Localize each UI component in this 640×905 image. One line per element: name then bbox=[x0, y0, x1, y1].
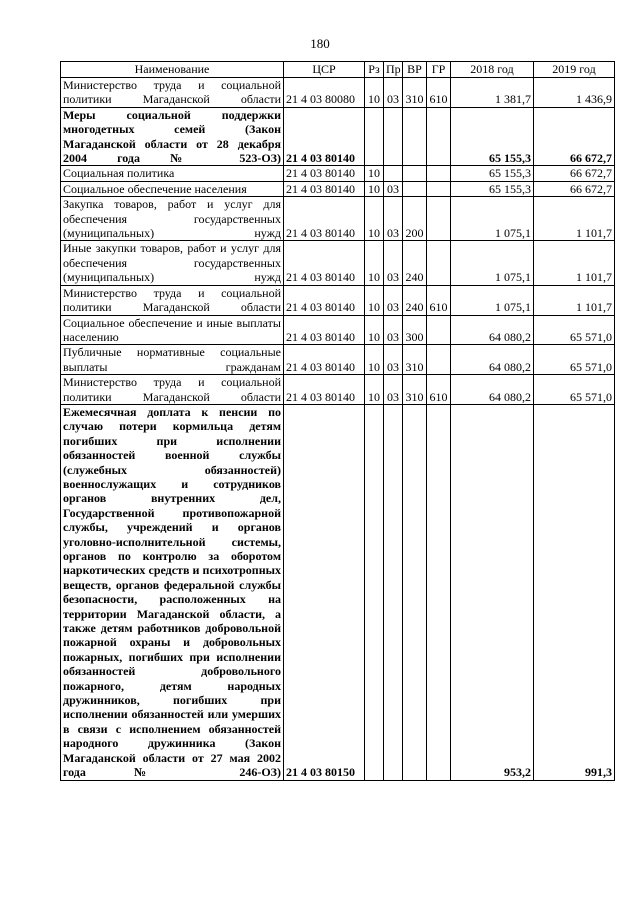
row-csr: 21 4 03 80140 bbox=[284, 166, 365, 181]
table-row bbox=[61, 345, 615, 375]
row-pr bbox=[384, 166, 403, 181]
row-value-2019: 65 571,0 bbox=[534, 315, 615, 345]
row-value-2019: 1 101,7 bbox=[534, 197, 615, 241]
budget-table bbox=[60, 61, 615, 781]
row-rz bbox=[365, 404, 384, 780]
row-value-2019: 66 672,7 bbox=[534, 166, 615, 181]
row-gr bbox=[427, 107, 451, 166]
table-row bbox=[61, 166, 615, 181]
row-vr: 200 bbox=[403, 197, 427, 241]
row-value-2018: 64 080,2 bbox=[451, 345, 534, 375]
row-rz: 10 bbox=[365, 197, 384, 241]
row-value-2018: 64 080,2 bbox=[451, 375, 534, 405]
table-header-row bbox=[61, 62, 615, 78]
row-pr: 03 bbox=[384, 181, 403, 196]
row-gr bbox=[427, 345, 451, 375]
row-vr: 310 bbox=[403, 345, 427, 375]
row-csr: 21 4 03 80080 bbox=[284, 78, 365, 108]
row-vr: 310 bbox=[403, 375, 427, 405]
row-name: Меры социальной поддержки многодетных семей (Закон Магаданской области от 28 декабря 2004 года № 523-ОЗ) bbox=[61, 107, 284, 166]
row-name: Социальное обеспечение населения bbox=[61, 181, 284, 196]
row-name: Министерство труда и социальной политики Магаданской области bbox=[61, 285, 284, 315]
row-gr bbox=[427, 166, 451, 181]
row-rz: 10 bbox=[365, 315, 384, 345]
row-csr: 21 4 03 80140 bbox=[284, 285, 365, 315]
header-rz: Рз bbox=[365, 62, 384, 78]
header-name: Наименование bbox=[61, 62, 284, 78]
row-vr: 240 bbox=[403, 241, 427, 285]
row-name: Социальное обеспечение и иные выплаты населению bbox=[61, 315, 284, 345]
header-gr: ГР bbox=[427, 62, 451, 78]
table-row bbox=[61, 107, 615, 166]
row-rz: 10 bbox=[365, 345, 384, 375]
row-csr: 21 4 03 80140 bbox=[284, 181, 365, 196]
row-rz bbox=[365, 107, 384, 166]
row-gr bbox=[427, 241, 451, 285]
table-row bbox=[61, 241, 615, 285]
row-name: Министерство труда и социальной политики Магаданской области bbox=[61, 78, 284, 108]
row-vr: 300 bbox=[403, 315, 427, 345]
header-vr: ВР bbox=[403, 62, 427, 78]
row-value-2018: 1 075,1 bbox=[451, 241, 534, 285]
row-pr: 03 bbox=[384, 375, 403, 405]
row-gr bbox=[427, 315, 451, 345]
row-rz: 10 bbox=[365, 375, 384, 405]
header-pr: Пр bbox=[384, 62, 403, 78]
row-value-2018: 1 075,1 bbox=[451, 197, 534, 241]
table-row bbox=[61, 197, 615, 241]
row-vr bbox=[403, 166, 427, 181]
row-value-2019: 66 672,7 bbox=[534, 181, 615, 196]
row-csr: 21 4 03 80150 bbox=[284, 404, 365, 780]
row-rz: 10 bbox=[365, 78, 384, 108]
header-csr: ЦСР bbox=[284, 62, 365, 78]
row-gr: 610 bbox=[427, 375, 451, 405]
table-row bbox=[61, 404, 615, 780]
row-csr: 21 4 03 80140 bbox=[284, 375, 365, 405]
row-value-2019: 991,3 bbox=[534, 404, 615, 780]
row-value-2019: 65 571,0 bbox=[534, 345, 615, 375]
row-value-2019: 65 571,0 bbox=[534, 375, 615, 405]
row-gr: 610 bbox=[427, 285, 451, 315]
row-pr bbox=[384, 404, 403, 780]
row-name: Министерство труда и социальной политики Магаданской области bbox=[61, 375, 284, 405]
page-number: 180 bbox=[310, 36, 330, 51]
row-csr: 21 4 03 80140 bbox=[284, 315, 365, 345]
row-csr: 21 4 03 80140 bbox=[284, 345, 365, 375]
row-name: Социальная политика bbox=[61, 166, 284, 181]
row-value-2019: 1 101,7 bbox=[534, 241, 615, 285]
header-2018: 2018 год bbox=[451, 62, 534, 78]
table-row bbox=[61, 181, 615, 196]
table-row bbox=[61, 285, 615, 315]
row-vr: 310 bbox=[403, 78, 427, 108]
row-pr: 03 bbox=[384, 78, 403, 108]
row-rz: 10 bbox=[365, 181, 384, 196]
row-name: Закупка товаров, работ и услуг для обеспечения государственных (муниципальных) нужд bbox=[61, 197, 284, 241]
table-row bbox=[61, 375, 615, 405]
row-name: Иные закупки товаров, работ и услуг для обеспечения государственных (муниципальных) нужд bbox=[61, 241, 284, 285]
row-csr: 21 4 03 80140 bbox=[284, 197, 365, 241]
row-value-2018: 64 080,2 bbox=[451, 315, 534, 345]
table-row bbox=[61, 315, 615, 345]
row-rz: 10 bbox=[365, 285, 384, 315]
row-value-2019: 1 101,7 bbox=[534, 285, 615, 315]
row-vr bbox=[403, 107, 427, 166]
table-row bbox=[61, 78, 615, 108]
row-value-2019: 1 436,9 bbox=[534, 78, 615, 108]
row-pr: 03 bbox=[384, 241, 403, 285]
row-pr: 03 bbox=[384, 345, 403, 375]
row-value-2018: 1 381,7 bbox=[451, 78, 534, 108]
row-value-2018: 1 075,1 bbox=[451, 285, 534, 315]
row-pr: 03 bbox=[384, 285, 403, 315]
row-rz: 10 bbox=[365, 166, 384, 181]
row-pr bbox=[384, 107, 403, 166]
row-gr: 610 bbox=[427, 78, 451, 108]
row-gr bbox=[427, 404, 451, 780]
row-gr bbox=[427, 181, 451, 196]
header-2019: 2019 год bbox=[534, 62, 615, 78]
row-name: Публичные нормативные социальные выплаты гражданам bbox=[61, 345, 284, 375]
row-value-2018: 65 155,3 bbox=[451, 181, 534, 196]
row-csr: 21 4 03 80140 bbox=[284, 107, 365, 166]
row-value-2018: 65 155,3 bbox=[451, 166, 534, 181]
row-pr: 03 bbox=[384, 315, 403, 345]
row-vr bbox=[403, 404, 427, 780]
row-value-2019: 66 672,7 bbox=[534, 107, 615, 166]
row-value-2018: 65 155,3 bbox=[451, 107, 534, 166]
row-csr: 21 4 03 80140 bbox=[284, 241, 365, 285]
row-name: Ежемесячная доплата к пенсии по случаю потери кормильца детям погибших при исполнении обязанностей военной службы (служебных обязанностей) военнослужащих и сотрудников органов внутренних дел, Государственной противопожарной службы, учреждений и органов уголовно-исполнительной системы, органов по контролю за оборотом наркотических средств и психотропных веществ, органов федеральной службы безопасности, расположенных на территории Магаданской области, а также детям работников добровольной пожарной охраны и добровольных пожарных, погибших при исполнении обязанностей добровольного пожарного, детям народных дружинников, погибших при исполнении обязанностей или умерших в связи с исполнением обязанностей народного дружинника (Закон Магаданской области от 27 мая 2002 года № 246-ОЗ) bbox=[61, 404, 284, 780]
row-vr: 240 bbox=[403, 285, 427, 315]
row-rz: 10 bbox=[365, 241, 384, 285]
row-vr bbox=[403, 181, 427, 196]
row-value-2018: 953,2 bbox=[451, 404, 534, 780]
row-pr: 03 bbox=[384, 197, 403, 241]
row-gr bbox=[427, 197, 451, 241]
